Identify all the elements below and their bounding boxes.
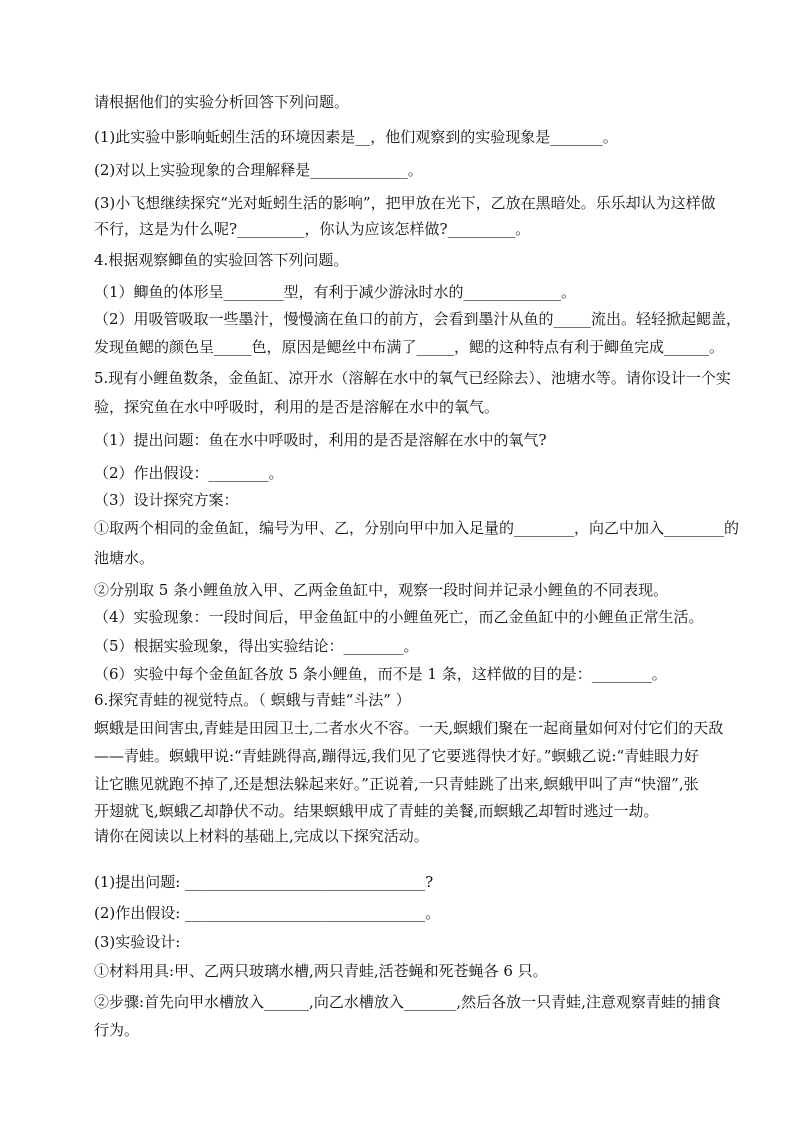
q6-story-line-1: 螟蛾是田间害虫,青蛙是田园卫士,二者水火不容。一天,螟蛾们聚在一起商量如何对付它们的天敌 <box>94 719 724 737</box>
q6-steps-cont-line: 行为。 <box>94 1021 140 1039</box>
q6-title-line: 6.探究青蛙的视觉特点。（ 螟蛾与青蛙“斗法” ） <box>94 691 411 709</box>
q3-part2-line: (2)对以上实验现象的合理解释是_____________。 <box>94 161 423 179</box>
q5-part2-line: （2）作出假设：________。 <box>94 464 284 482</box>
q6-story-line-2: ——青蛙。螟蛾甲说:“青蛙跳得高,蹦得远,我们见了它要逃得快才好。”螟蛾乙说:“青蛙眼力好 <box>94 747 700 765</box>
q6-story-line-4: 开翅就飞,螟蛾乙却静伏不动。结果螟蛾甲成了青蛙的美餐,而螟蛾乙却暂时逃过一劫。 <box>94 802 659 820</box>
q6-part3-line: (3)实验设计: <box>94 933 181 951</box>
q4-part2-cont-line: 发现鱼鳃的颜色呈_____色，原因是鳃丝中布满了_____，鳃的这种特点有利于鲫鱼完成______。 <box>94 338 725 356</box>
q6-part2-line: (2)作出假设: ________________________________。 <box>94 904 441 922</box>
q6-materials-line: ①材料用具:甲、乙两只玻璃水槽,两只青蛙,活苍蝇和死苍蝇各 6 只。 <box>94 962 548 980</box>
q6-instruction-line: 请你在阅读以上材料的基础上,完成以下探究活动。 <box>94 827 429 845</box>
q5-part6-line: （6）实验中每个金鱼缸各放 5 条小鲤鱼，而不是 1 条，这样做的目的是：________。 <box>94 665 667 683</box>
instruction-line: 请根据他们的实验分析回答下列问题。 <box>94 93 350 111</box>
q4-part1-line: （1）鲫鱼的体形呈________型，有利于减少游泳时水的_____________。 <box>94 283 577 301</box>
q5-part5-line: （5）根据实验现象，得出实验结论：________。 <box>94 637 419 655</box>
q5-part1-line: （1）提出问题：鱼在水中呼吸时，利用的是否是溶解在水中的氧气? <box>94 431 547 449</box>
q3-part3-line: (3)小飞想继续探究“光对蚯蚓生活的影响”，把甲放在光下，乙放在黑暗处。乐乐却认为这样做 <box>94 194 716 212</box>
q4-part2-line: （2）用吸管吸取一些墨汁，慢慢滴在鱼口的前方，会看到墨汁从鱼的_____流出。轻轻掀起鳃盖， <box>94 310 742 328</box>
q6-part1-line: (1)提出问题: ________________________________? <box>94 873 434 891</box>
q6-steps-line: ②步骤:首先向甲水槽放入______,向乙水槽放入_______,然后各放一只青蛙,注意观察青蛙的捕食 <box>94 993 721 1011</box>
q5-title-cont-line: 验，探究鱼在水中呼吸时，利用的是否是溶解在水中的氧气。 <box>94 398 500 416</box>
q3-part3-cont-line: 不行，这是为什么呢?_________，你认为应该怎样做?_________。 <box>94 220 531 238</box>
q3-part1-line: (1)此实验中影响蚯蚓生活的环境因素是__，他们观察到的实验现象是_______。 <box>94 128 618 146</box>
q5-step1-line: ①取两个相同的金鱼缸，编号为甲、乙，分别向甲中加入足量的________，向乙中加入________的 <box>94 519 740 537</box>
q6-story-line-3: 让它瞧见就跑不掉了,还是想法躲起来好。”正说着,一只青蛙跳了出来,螟蛾甲叫了声“快溜”,张 <box>94 775 699 793</box>
q5-step1-cont-line: 池塘水。 <box>94 549 155 567</box>
q5-part4-line: （4）实验现象：一段时间后，甲金鱼缸中的小鲤鱼死亡，而乙金鱼缸中的小鲤鱼正常生活。 <box>94 608 704 626</box>
q5-title-line: 5.现有小鲤鱼数条，金鱼缸、凉开水（溶解在水中的氧气已经除去）、池塘水等。请你设计一个实 <box>94 369 731 387</box>
q4-title-line: 4.根据观察鲫鱼的实验回答下列问题。 <box>94 251 349 269</box>
q5-step2-line: ②分别取 5 条小鲤鱼放入甲、乙两金鱼缸中，观察一段时间并记录小鲤鱼的不同表现。 <box>94 581 669 599</box>
q5-part3-line: （3）设计探究方案： <box>94 491 239 509</box>
